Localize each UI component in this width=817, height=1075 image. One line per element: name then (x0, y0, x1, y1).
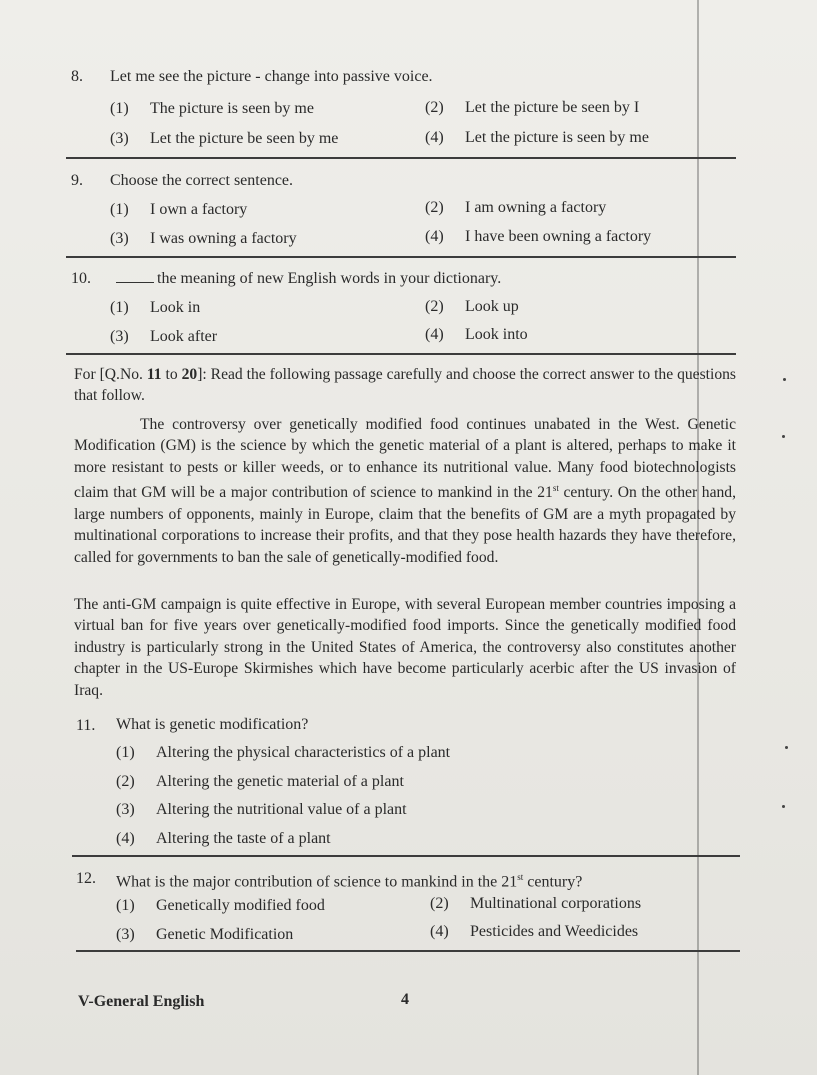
question-9-number: 9. (71, 172, 83, 189)
question-10-option-3[interactable] (110, 327, 217, 347)
option-number: (2) (116, 773, 135, 790)
option-number: (1) (110, 100, 129, 117)
option-number: (2) (425, 99, 444, 116)
question-8-option-3[interactable] (110, 129, 338, 149)
option-number: (3) (110, 230, 129, 247)
option-number: (1) (116, 897, 135, 914)
question-10-option-1[interactable] (110, 298, 200, 318)
option-number: (4) (425, 228, 444, 245)
intro-end-q: 20 (181, 366, 198, 383)
question-10-line (116, 268, 501, 289)
intro-mid: to (161, 366, 182, 383)
question-9-option-2[interactable] (425, 198, 606, 218)
option-text: Pesticides and Weedicides (470, 923, 639, 940)
option-text: Let the picture be seen by me (150, 130, 339, 147)
option-text: I own a factory (150, 201, 248, 218)
option-text: Look into (465, 326, 528, 343)
option-text: Let the picture is seen by me (465, 129, 649, 146)
question-12-option-3[interactable] (116, 925, 293, 945)
question-8-option-4[interactable] (425, 128, 649, 148)
option-text: Altering the physical characteristics of a plant (156, 744, 451, 761)
intro-prefix: For [Q.No. (74, 366, 147, 383)
question-12-text-b: century? (523, 873, 583, 891)
question-10-text: the meaning of new English words in your dictionary. (157, 270, 502, 287)
question-8-text: Let me see the picture - change into passive voice. (110, 68, 433, 85)
scan-speck (783, 378, 786, 381)
intro-start-q: 11 (146, 366, 162, 383)
divider (66, 256, 736, 258)
option-number: (4) (430, 923, 449, 940)
option-text: The picture is seen by me (150, 100, 314, 117)
intro-suffix: ]: Read the following passage carefully and choose the correct answer to the questions that follow. (74, 366, 736, 405)
scan-speck (782, 435, 785, 438)
question-12-option-2[interactable] (430, 894, 641, 914)
option-text: Altering the taste of a plant (156, 830, 331, 847)
option-text: Altering the nutritional value of a plant (156, 801, 407, 818)
option-text: Multinational corporations (470, 895, 642, 912)
question-8-option-1[interactable] (110, 99, 314, 119)
option-number: (2) (425, 298, 444, 315)
question-9-option-1[interactable] (110, 200, 247, 220)
question-9-option-4[interactable] (425, 227, 651, 247)
question-8-number: 8. (71, 68, 83, 85)
question-10-option-2[interactable] (425, 297, 519, 317)
question-10-option-4[interactable] (425, 325, 528, 345)
scan-speck (782, 805, 785, 808)
option-number: (4) (425, 326, 444, 343)
question-12-text-a: What is the major contribution of science to mankind in the 21 (116, 873, 518, 891)
option-text: Let the picture be seen by I (465, 99, 640, 116)
fill-in-blank[interactable] (116, 268, 154, 283)
question-11-text: What is genetic modification? (116, 716, 309, 733)
question-9-option-3[interactable] (110, 229, 297, 249)
page-number: 4 (401, 991, 409, 1008)
passage-paragraph-1 (74, 414, 736, 568)
question-12-option-1[interactable] (116, 896, 325, 916)
question-11-option-4[interactable] (116, 829, 331, 849)
option-number: (3) (116, 801, 135, 818)
option-number: (3) (110, 130, 129, 147)
footer-subject: V-General English (78, 993, 205, 1010)
paragraph-1-sup: st (552, 483, 559, 494)
paragraph-1-text-b: century. On the other hand, large numbers of opponents, mainly in Europe, claim that the benefits of GM are a myth propagated by multinational corporations to increase their profits, and that they pose health hazards they have therefore, called for governments to ban the sale of genetically-modified food. (74, 484, 736, 566)
question-12-text (116, 867, 582, 892)
question-12-number: 12. (76, 870, 96, 887)
option-text: I was owning a factory (150, 230, 297, 247)
option-text: Look up (465, 298, 519, 315)
divider (76, 950, 740, 952)
question-10-number: 10. (71, 270, 91, 287)
option-number: (4) (116, 830, 135, 847)
option-text: Genetic Modification (156, 926, 294, 943)
question-12-sup: st (517, 872, 524, 882)
question-11-option-3[interactable] (116, 800, 407, 820)
option-number: (2) (425, 199, 444, 216)
option-number: (3) (116, 926, 135, 943)
scan-speck (785, 746, 788, 749)
option-text: Altering the genetic material of a plant (156, 773, 404, 790)
option-number: (2) (430, 895, 449, 912)
option-text: Look after (150, 328, 218, 345)
option-number: (1) (110, 201, 129, 218)
question-12-option-4[interactable] (430, 922, 638, 942)
option-number: (3) (110, 328, 129, 345)
passage-instructions (74, 364, 736, 407)
option-number: (1) (110, 299, 129, 316)
question-11-option-2[interactable] (116, 772, 404, 792)
option-text: I have been owning a factory (465, 228, 652, 245)
paragraph-1-text-a: The controversy over genetically modified food continues unabated in the West. Genetic Modification (GM) is the science by which the genetic material of a plant is altered, perhaps to make it more resistant to pests or killer weeds, or to enhance its nutritional value. Many food biotechnologists claim that GM will be a major contribution of science to mankind in the 21 (74, 416, 736, 502)
divider (66, 157, 736, 159)
question-11-option-1[interactable] (116, 743, 450, 763)
option-text: Look in (150, 299, 201, 316)
option-text: Genetically modified food (156, 897, 325, 914)
question-11-number: 11. (76, 717, 96, 734)
option-number: (4) (425, 129, 444, 146)
option-number: (1) (116, 744, 135, 761)
option-text: I am owning a factory (465, 199, 607, 216)
divider (72, 855, 740, 857)
divider (66, 353, 736, 355)
passage-paragraph-2: The anti-GM campaign is quite effective in Europe, with several European member countries imposing a virtual ban for five years over genetically-modified food imports. Since the genetically modified food industry is particularly strong in the United States of America, the controversy also constitutes another chapter in the US-Europe Skirmishes which have become particularly acerbic after the US invasion of Iraq. (74, 596, 736, 699)
question-9-text: Choose the correct sentence. (110, 172, 294, 189)
question-8-option-2[interactable] (425, 98, 639, 118)
